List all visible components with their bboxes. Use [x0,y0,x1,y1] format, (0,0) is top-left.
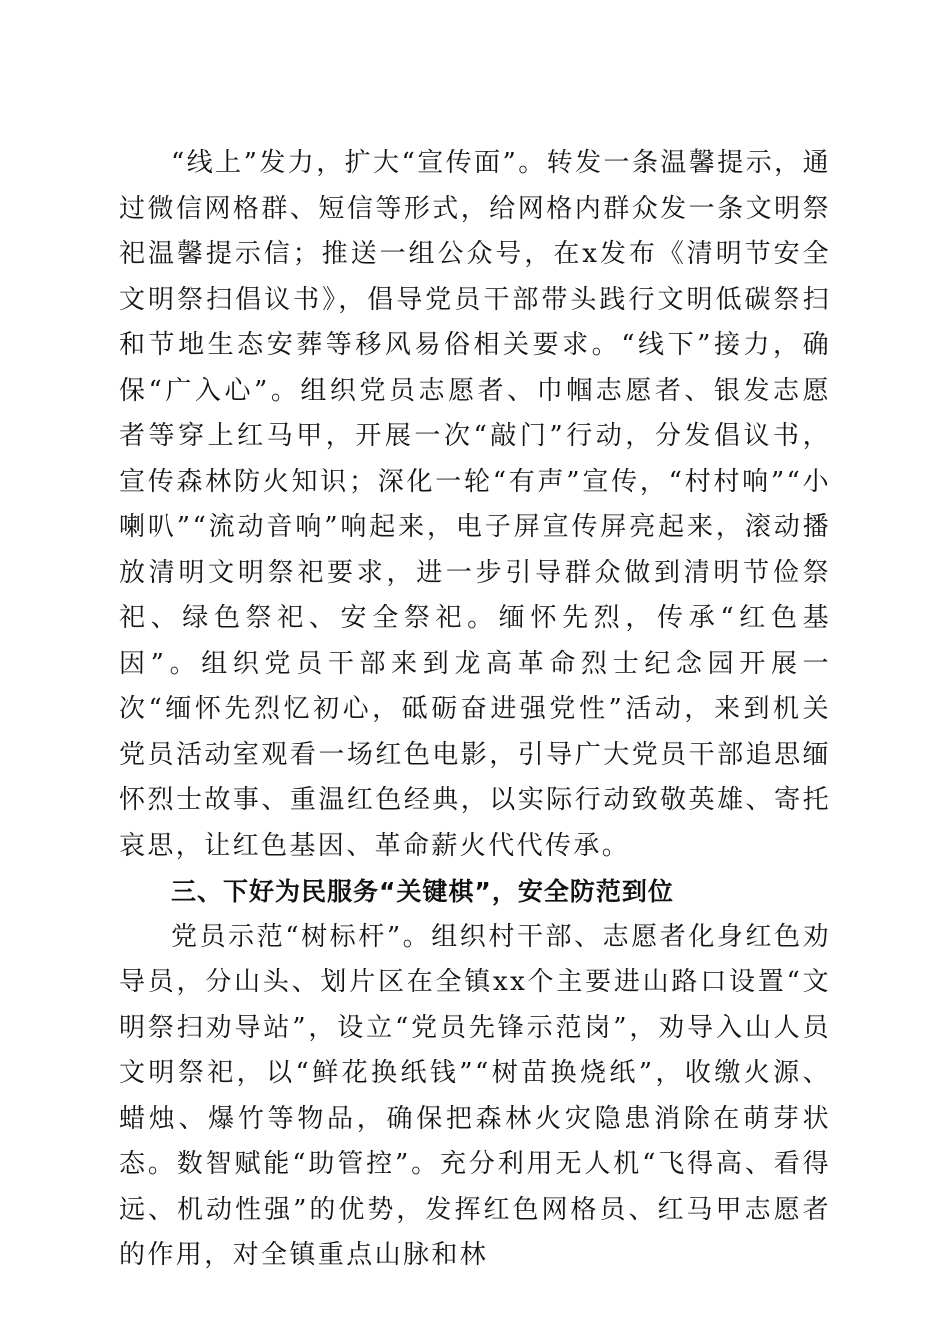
body-paragraph: “线上”发力，扩大“宣传面”。转发一条温馨提示，通过微信网格群、短信等形式，给网格内群众发一条文明祭祀温馨提示信；推送一组公众号，在x发布《清明节安全文明祭扫倡议书》，倡导党员干部带头践行文明低碳祭扫和节地生态安葬等移风易俗相关要求。“线下”接力，确保“广入心”。组织党员志愿者、巾帼志愿者、银发志愿者等穿上红马甲，开展一次“敲门”行动，分发倡议书，宣传森林防火知识；深化一轮“有声”宣传，“村村响”“小喇叭”“流动音响”响起来，电子屏宣传屏亮起来，滚动播放清明文明祭祀要求，进一步引导群众做到清明节俭祭祀、绿色祭祀、安全祭祀。缅怀先烈，传承“红色基因”。组织党员干部来到龙高革命烈士纪念园开展一次“缅怀先烈忆初心，砥砺奋进强党性”活动，来到机关党员活动室观看一场红色电影，引导广大党员干部追思缅怀烈士故事、重温红色经典，以实际行动致敬英雄、寄托哀思，让红色基因、革命薪火代代传承。 [119,148,831,861]
document-body [119,141,831,1279]
section-heading: 三、下好为民服务“关键棋”，安全防范到位 [171,877,674,906]
body-paragraph: 党员示范“树标杆”。组织村干部、志愿者化身红色劝导员，分山头、划片区在全镇xx个主要进山路口设置“文明祭扫劝导站”，设立“党员先锋示范岗”，劝导入山人员文明祭祀，以“鲜花换纸钱”“树苗换烧纸”，收缴火源、蜡烛、爆竹等物品，确保把森林火灾隐患消除在萌芽状态。数智赋能“助管控”。充分利用无人机“飞得高、看得远、机动性强”的优势，发挥红色网格员、红马甲志愿者的作用，对全镇重点山脉和林 [119,921,831,1270]
